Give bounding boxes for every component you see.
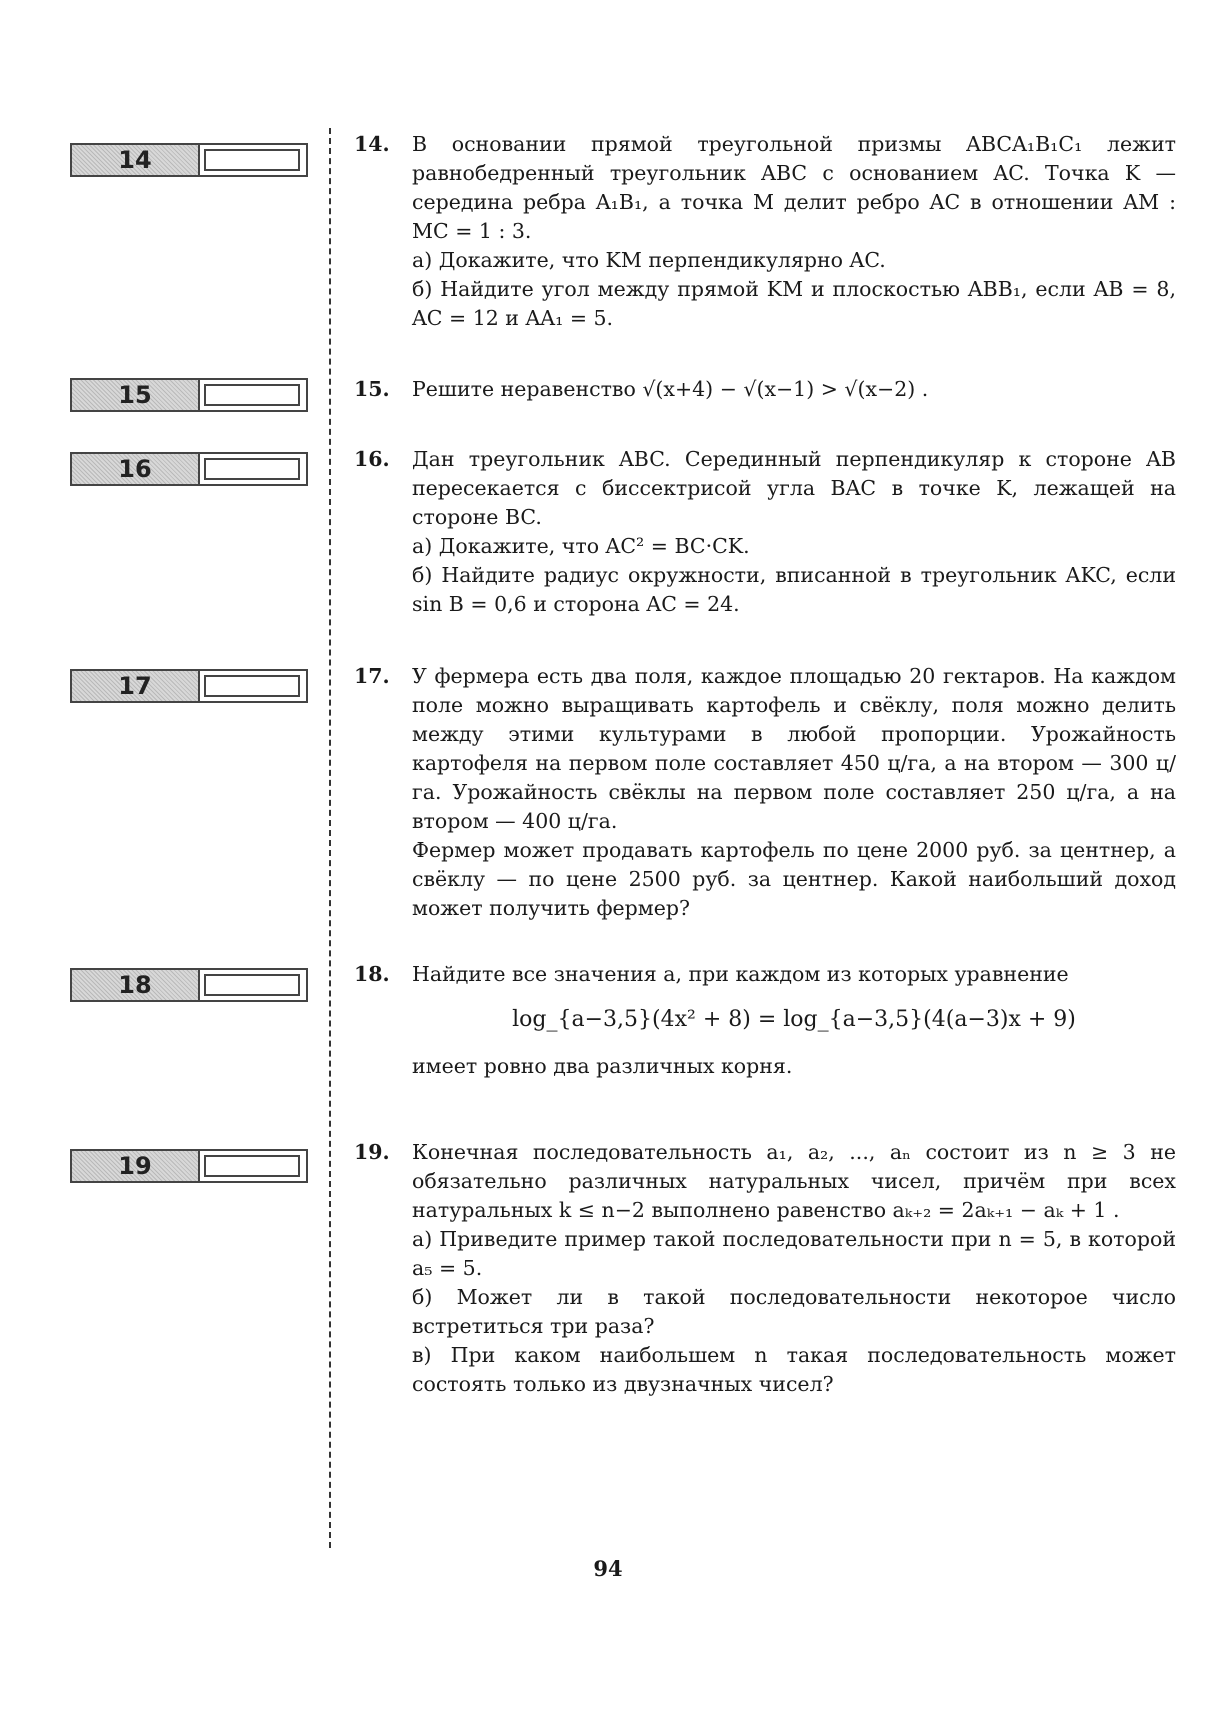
answer-box-number: 14 <box>72 145 200 175</box>
task-statement: Конечная последовательность a₁, a₂, ..., aₙ состоит из n ≥ 3 не обязательно различных натуральных чисел, причём при всех натуральных k ≤ n−2 выполнено равенство aₖ₊₂ = 2aₖ₊₁ − aₖ + 1 . <box>412 1140 1176 1222</box>
task-part-a: а) Докажите, что KM перпендикулярно AC. <box>412 248 886 272</box>
answer-box-number: 18 <box>72 970 200 1000</box>
answer-box-16 <box>70 452 308 486</box>
answer-box-15 <box>70 378 308 412</box>
answer-field[interactable] <box>204 458 300 480</box>
answer-box-14 <box>70 143 308 177</box>
task-14 <box>354 130 1176 333</box>
task-number: 17. <box>354 664 390 688</box>
task-number: 19. <box>354 1140 390 1164</box>
dashed-cut-line <box>329 128 331 1548</box>
answer-field[interactable] <box>204 1155 300 1177</box>
answer-field[interactable] <box>204 675 300 697</box>
answer-box-18 <box>70 968 308 1002</box>
task-part-c: в) При каком наибольшем n такая последовательность может состоять только из двузначных чисел? <box>412 1343 1176 1396</box>
task-15 <box>354 375 1176 404</box>
task-statement: Найдите все значения a, при каждом из которых уравнение <box>412 962 1069 986</box>
task-statement-continued: Фермер может продавать картофель по цене 2000 руб. за центнер, а свёклу — по цене 2500 руб. за центнер. Какой наибольший доход может получить фермер? <box>412 838 1176 920</box>
task-number: 18. <box>354 962 390 986</box>
answer-field[interactable] <box>204 974 300 996</box>
answer-box-number: 16 <box>72 454 200 484</box>
answer-box-19 <box>70 1149 308 1183</box>
answer-box-number: 19 <box>72 1151 200 1181</box>
answer-box-number: 17 <box>72 671 200 701</box>
task-part-a: а) Приведите пример такой последовательности при n = 5, в которой a₅ = 5. <box>412 1227 1176 1280</box>
task-statement: Решите неравенство √(x+4) − √(x−1) > √(x−2) . <box>412 377 929 401</box>
task-18 <box>354 960 1176 1081</box>
task-statement: Дан треугольник ABC. Серединный перпендикуляр к стороне AB пересекается с биссектрисой угла BAC в точке K, лежащей на стороне BC. <box>412 447 1176 529</box>
task-19 <box>354 1138 1176 1399</box>
task-part-a: а) Докажите, что AC² = BC·CK. <box>412 534 750 558</box>
task-17 <box>354 662 1176 923</box>
answer-field[interactable] <box>204 149 300 171</box>
task-16 <box>354 445 1176 619</box>
answer-field[interactable] <box>204 384 300 406</box>
answer-box-number: 15 <box>72 380 200 410</box>
task-part-b: б) Найдите угол между прямой KM и плоскостью ABB₁, если AB = 8, AC = 12 и AA₁ = 5. <box>412 277 1176 330</box>
answer-box-17 <box>70 669 308 703</box>
task-number: 15. <box>354 377 390 401</box>
task-part-b: б) Может ли в такой последовательности некоторое число встретиться три раза? <box>412 1285 1176 1338</box>
task-statement-continued: имеет ровно два различных корня. <box>412 1054 793 1078</box>
task-statement: В основании прямой треугольной призмы ABCA₁B₁C₁ лежит равнобедренный треугольник ABC с основанием AC. Точка K — середина ребра A₁B₁, а точка M делит ребро AC в отношении AM : MC = 1 : 3. <box>412 132 1176 243</box>
task-statement: У фермера есть два поля, каждое площадью 20 гектаров. На каждом поле можно выращивать картофель и свёклу, поля можно делить между этими культурами в любой пропорции. Урожайность картофеля на первом поле составляет 450 ц/га, а на втором — 300 ц/га. Урожайность свёклы на первом поле составляет 250 ц/га, а на втором — 400 ц/га. <box>412 664 1176 833</box>
equation: log_{a−3,5}(4x² + 8) = log_{a−3,5}(4(a−3)x + 9) <box>512 1007 1076 1032</box>
page-number: 94 <box>593 1556 623 1581</box>
task-number: 16. <box>354 447 390 471</box>
task-number: 14. <box>354 132 390 156</box>
task-part-b: б) Найдите радиус окружности, вписанной в треугольник AKC, если sin B = 0,6 и сторона AC = 24. <box>412 563 1176 616</box>
